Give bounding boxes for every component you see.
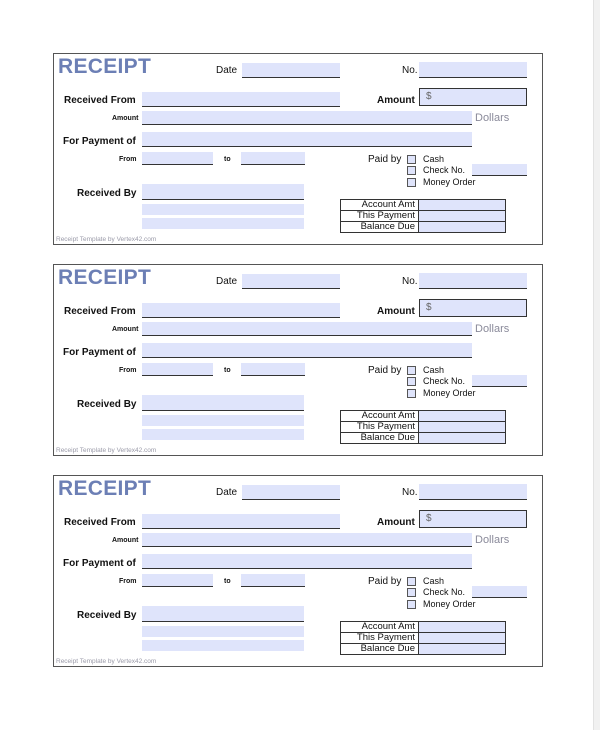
no-label: No. — [402, 276, 418, 287]
money-order-checkbox[interactable] — [407, 389, 416, 398]
template-credit: Receipt Template by Vertex42.com — [56, 658, 157, 665]
received-by-extra-field-2[interactable] — [142, 218, 304, 229]
money-order-checkbox[interactable] — [407, 178, 416, 187]
amount-words-label: Amount — [112, 326, 139, 333]
amount-field[interactable] — [419, 299, 527, 317]
paid-by-label: Paid by — [368, 365, 402, 376]
to-field[interactable] — [241, 363, 305, 376]
amount-words-label: Amount — [112, 537, 139, 544]
cash-checkbox[interactable] — [407, 366, 416, 375]
account-table — [340, 621, 506, 655]
template-credit: Receipt Template by Vertex42.com — [56, 236, 157, 243]
account-amt-field[interactable] — [419, 411, 506, 422]
amount-words-field[interactable] — [142, 533, 472, 547]
receipt-form-1 — [53, 53, 543, 245]
for-payment-field[interactable] — [142, 132, 472, 147]
receipt-form-2 — [53, 264, 543, 456]
dollars-label: Dollars — [475, 112, 510, 124]
cash-label: Cash — [423, 154, 445, 164]
dollars-label: Dollars — [475, 534, 510, 546]
from-field[interactable] — [142, 363, 213, 376]
to-field[interactable] — [241, 574, 305, 587]
for-payment-field[interactable] — [142, 554, 472, 569]
this-payment-label: This Payment — [341, 211, 419, 222]
for-payment-label: For Payment of — [63, 136, 136, 147]
date-label: Date — [216, 65, 238, 76]
this-payment-field[interactable] — [419, 633, 506, 644]
account-amt-label: Account Amt — [341, 200, 419, 211]
dollar-sign: $ — [426, 513, 432, 524]
received-by-extra-field-1[interactable] — [142, 415, 304, 426]
account-amt-label: Account Amt — [341, 411, 419, 422]
for-payment-label: For Payment of — [63, 558, 136, 569]
page-scrollbar-edge — [593, 0, 600, 730]
this-payment-field[interactable] — [419, 211, 506, 222]
balance-due-label: Balance Due — [341, 644, 419, 655]
receipt-title: RECEIPT — [58, 266, 152, 289]
received-by-extra-field-2[interactable] — [142, 429, 304, 440]
receipt-form-3 — [53, 475, 543, 667]
received-from-label: Received From — [64, 95, 136, 106]
from-field[interactable] — [142, 574, 213, 587]
to-field[interactable] — [241, 152, 305, 165]
no-label: No. — [402, 487, 418, 498]
balance-due-field[interactable] — [419, 644, 506, 655]
amount-label: Amount — [377, 517, 415, 528]
date-label: Date — [216, 276, 238, 287]
cash-label: Cash — [423, 576, 445, 586]
balance-due-label: Balance Due — [341, 222, 419, 233]
to-label: to — [224, 367, 231, 374]
check-number-field[interactable] — [472, 586, 527, 598]
received-by-extra-field-1[interactable] — [142, 626, 304, 637]
received-from-field[interactable] — [142, 92, 340, 107]
balance-due-field[interactable] — [419, 433, 506, 444]
receipt-number-field[interactable] — [419, 273, 527, 289]
received-by-label: Received By — [77, 610, 137, 621]
amount-field[interactable] — [419, 510, 527, 528]
paid-by-label: Paid by — [368, 576, 402, 587]
date-field[interactable] — [242, 63, 340, 78]
amount-label: Amount — [377, 306, 415, 317]
date-field[interactable] — [242, 485, 340, 500]
this-payment-label: This Payment — [341, 633, 419, 644]
received-from-field[interactable] — [142, 303, 340, 318]
from-label: From — [119, 578, 137, 585]
cash-label: Cash — [423, 365, 445, 375]
amount-words-label: Amount — [112, 115, 139, 122]
money-order-label: Money Order — [423, 388, 476, 398]
account-amt-label: Account Amt — [341, 622, 419, 633]
receipt-number-field[interactable] — [419, 484, 527, 500]
for-payment-label: For Payment of — [63, 347, 136, 358]
money-order-label: Money Order — [423, 599, 476, 609]
this-payment-field[interactable] — [419, 422, 506, 433]
account-table — [340, 199, 506, 233]
amount-label: Amount — [377, 95, 415, 106]
from-label: From — [119, 367, 137, 374]
to-label: to — [224, 156, 231, 163]
account-amt-field[interactable] — [419, 622, 506, 633]
date-field[interactable] — [242, 274, 340, 289]
date-label: Date — [216, 487, 238, 498]
check-label: Check No. — [423, 165, 466, 175]
receipt-title: RECEIPT — [58, 477, 152, 500]
this-payment-label: This Payment — [341, 422, 419, 433]
amount-words-field[interactable] — [142, 322, 472, 336]
received-by-field[interactable] — [142, 184, 304, 200]
check-number-field[interactable] — [472, 375, 527, 387]
received-by-extra-field-2[interactable] — [142, 640, 304, 651]
check-label: Check No. — [423, 376, 466, 386]
received-by-extra-field-1[interactable] — [142, 204, 304, 215]
balance-due-field[interactable] — [419, 222, 506, 233]
money-order-checkbox[interactable] — [407, 600, 416, 609]
from-label: From — [119, 156, 137, 163]
template-credit: Receipt Template by Vertex42.com — [56, 447, 157, 454]
check-checkbox[interactable] — [407, 588, 416, 597]
cash-checkbox[interactable] — [407, 577, 416, 586]
from-field[interactable] — [142, 152, 213, 165]
amount-field[interactable] — [419, 88, 527, 106]
dollar-sign: $ — [426, 302, 432, 313]
received-by-field[interactable] — [142, 395, 304, 411]
check-checkbox[interactable] — [407, 377, 416, 386]
received-from-field[interactable] — [142, 514, 340, 529]
received-from-label: Received From — [64, 306, 136, 317]
amount-words-field[interactable] — [142, 111, 472, 125]
dollar-sign: $ — [426, 91, 432, 102]
received-from-label: Received From — [64, 517, 136, 528]
account-table — [340, 410, 506, 444]
money-order-label: Money Order — [423, 177, 476, 187]
cash-checkbox[interactable] — [407, 155, 416, 164]
to-label: to — [224, 578, 231, 585]
no-label: No. — [402, 65, 418, 76]
received-by-field[interactable] — [142, 606, 304, 622]
check-label: Check No. — [423, 587, 466, 597]
receipt-title: RECEIPT — [58, 55, 152, 78]
received-by-label: Received By — [77, 188, 137, 199]
check-number-field[interactable] — [472, 164, 527, 176]
for-payment-field[interactable] — [142, 343, 472, 358]
receipt-number-field[interactable] — [419, 62, 527, 78]
paid-by-label: Paid by — [368, 154, 402, 165]
account-amt-field[interactable] — [419, 200, 506, 211]
dollars-label: Dollars — [475, 323, 510, 335]
check-checkbox[interactable] — [407, 166, 416, 175]
received-by-label: Received By — [77, 399, 137, 410]
balance-due-label: Balance Due — [341, 433, 419, 444]
